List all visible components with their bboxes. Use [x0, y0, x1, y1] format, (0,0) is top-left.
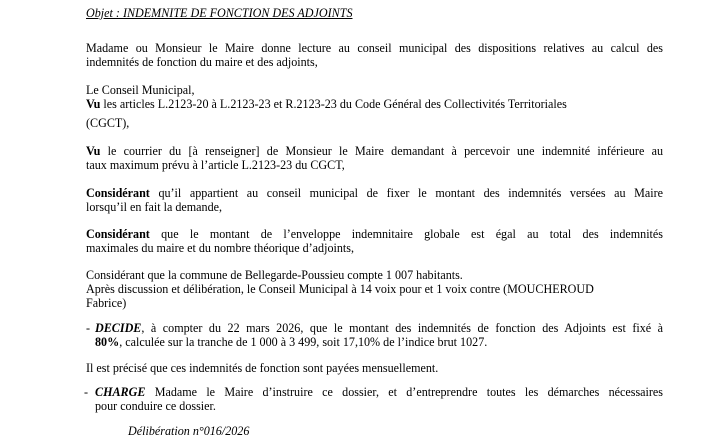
vu-courrier-line-2: taux maximum prévu à l’article L.2123-23 du CGCT,: [86, 158, 345, 172]
decide-dash: -: [86, 321, 91, 335]
considerant-2-line-2: maximales du maire et du nombre théorique d’adjoints,: [86, 241, 355, 255]
considerant-1-text: qu’il appartient au conseil municipal de fixer le montant des indemnités versées au Maire: [158, 186, 663, 200]
considerant-label: Considérant: [86, 186, 150, 200]
charge-label: CHARGE: [95, 385, 146, 399]
vu-label: Vu: [86, 144, 101, 158]
deliberation-number: Délibération n°016/2026: [128, 424, 250, 438]
vu-label: Vu: [86, 97, 101, 111]
considerant-1-line-1: [86, 186, 663, 200]
considerant-1-line-2: lorsqu’il en fait la demande,: [86, 200, 223, 214]
charge-line-2: pour conduire ce dossier.: [95, 399, 216, 413]
charge-text: Madame le Maire d’instruire ce dossier, et d’entreprendre toutes les démarches nécessaires: [154, 385, 663, 399]
discussion-line-2: Fabrice): [86, 296, 127, 310]
vu-courrier-line-1: [86, 144, 663, 158]
intro-line-2: indemnités de fonction du maire et des adjoints,: [86, 55, 318, 69]
document-title: Objet : INDEMNITE DE FONCTION DES ADJOINTS: [86, 6, 353, 20]
decide-label: DECIDE: [95, 321, 142, 335]
vu-courrier-text: le courrier du [à renseigner] de Monsieur le Maire demandant à percevoir une indemnité inférieure au: [107, 144, 663, 158]
charge-line-1: [95, 385, 663, 399]
decide-line-2: [95, 335, 487, 349]
charge-dash: -: [84, 385, 89, 399]
vu-articles-line-1: [86, 97, 663, 111]
decide-line-1: [95, 321, 663, 335]
discussion-line-1: Après discussion et délibération, le Conseil Municipal à 14 voix pour et 1 voix contre (MOUCHEROUD: [86, 282, 594, 296]
considerant-2-text: que le montant de l’enveloppe indemnitaire globale est égal au total des indemnités: [161, 227, 663, 241]
intro-line-1: Madame ou Monsieur le Maire donne lecture au conseil municipal des dispositions relatives au calcul des: [86, 41, 663, 55]
council-heading: Le Conseil Municipal,: [86, 83, 195, 97]
considerant-3: Considérant que la commune de Bellegarde-Poussieu compte 1 007 habitants.: [86, 268, 463, 282]
considerant-label: Considérant: [86, 227, 150, 241]
vu-articles-text: les articles L.2123-20 à L.2123-23 et R.2123-23 du Code Général des Collectivités Territoriales: [103, 97, 567, 111]
decide-line-2-text: , calculée sur la tranche de 1 000 à 3 499, soit 17,10% de l’indice brut 1027.: [119, 335, 488, 349]
vu-articles-line-2: (CGCT),: [86, 116, 130, 130]
considerant-2-line-1: [86, 227, 663, 241]
decide-percentage: 80%: [95, 335, 120, 349]
precision-statement: Il est précisé que ces indemnités de fonction sont payées mensuellement.: [86, 361, 439, 375]
decide-text: , à compter du 22 mars 2026, que le montant des indemnités de fonction des Adjoints est fixé à: [141, 321, 663, 335]
